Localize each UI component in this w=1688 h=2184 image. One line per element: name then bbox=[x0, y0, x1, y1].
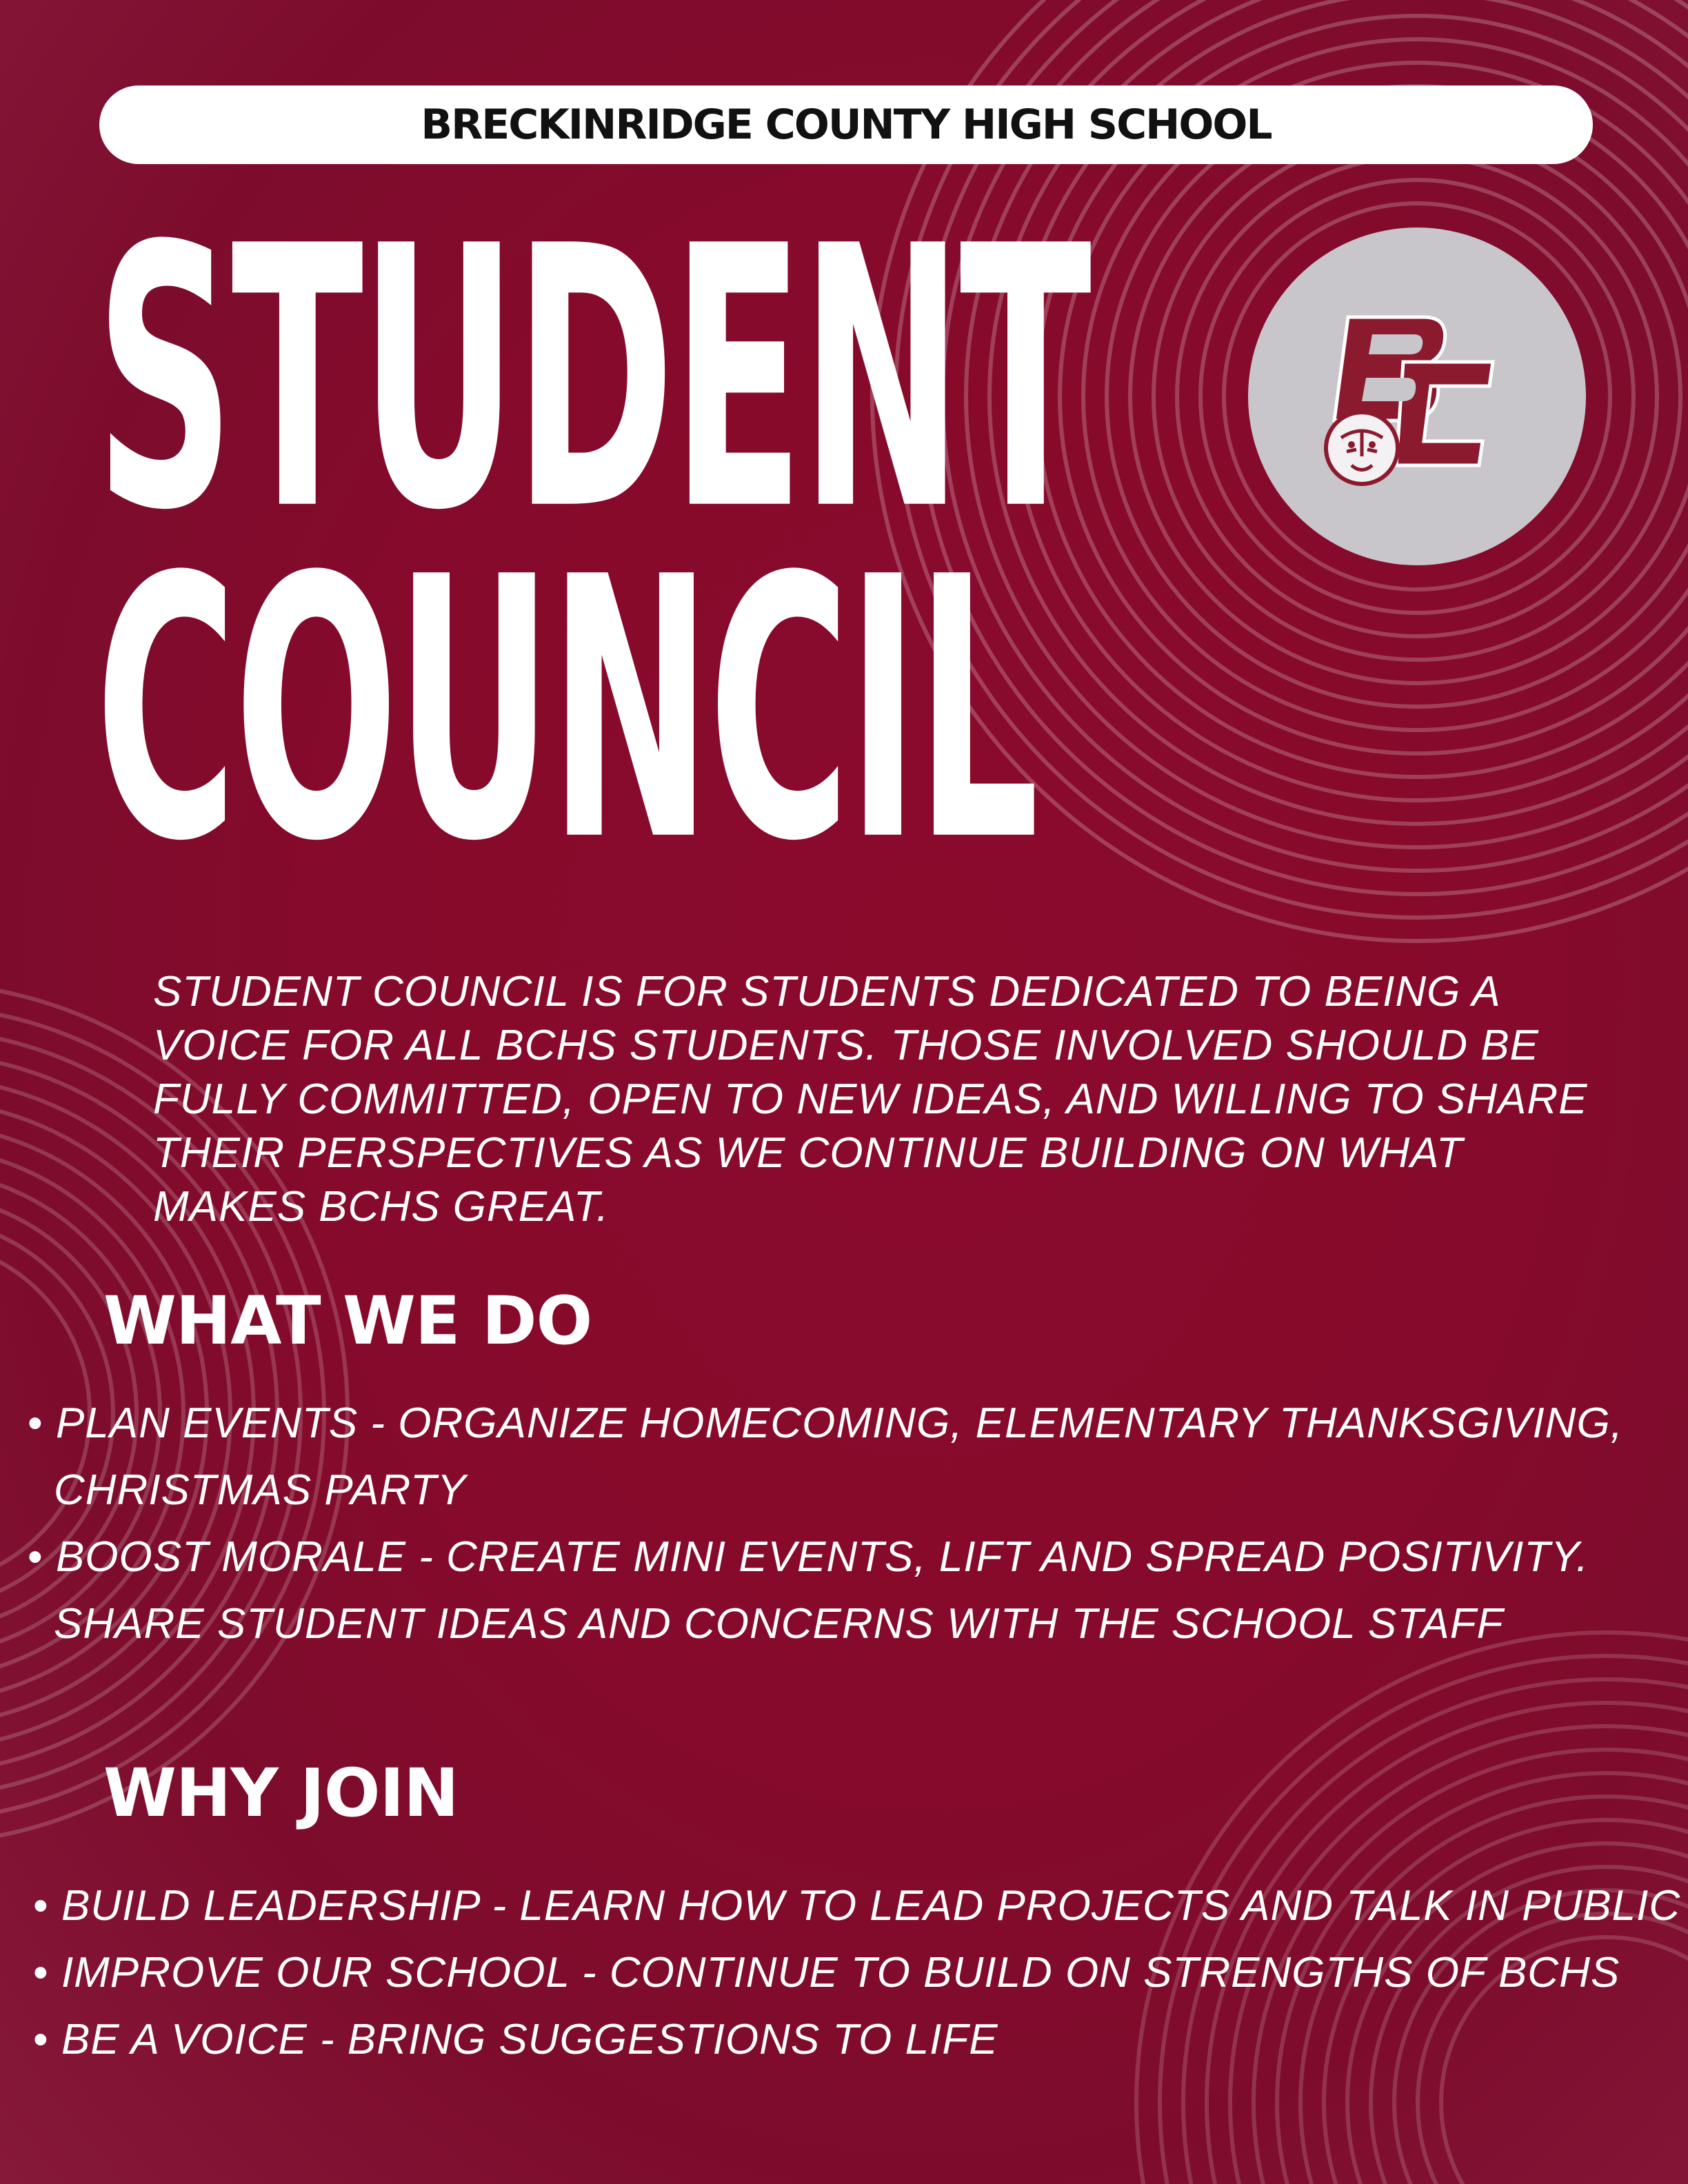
what-we-do-heading: WHAT WE DO bbox=[103, 1282, 592, 1359]
list-item: • PLAN EVENTS - ORGANIZE HOMECOMING, ELEMENTARY THANKSGIVING, CHRISTMAS PARTY bbox=[28, 1390, 1682, 1524]
list-item: • BUILD LEADERSHIP - LEARN HOW TO LEAD PROJECTS AND TALK IN PUBLIC bbox=[33, 1872, 1688, 1939]
school-name-banner bbox=[99, 85, 1593, 164]
intro-paragraph: STUDENT COUNCIL IS FOR STUDENTS DEDICATED TO BEING A VOICE FOR ALL BCHS STUDENTS. THOSE INVOLVED SHOULD BE FULLY COMMITTED, OPEN TO NEW IDEAS, AND WILLING TO SHARE THEIR PERSPECTIVES AS WE CONTINUE BUILDING ON WHAT MAKES BCHS GREAT. bbox=[153, 968, 1588, 1231]
what-we-do-list bbox=[28, 1390, 1682, 1657]
list-item: • BOOST MORALE - CREATE MINI EVENTS, LIFT AND SPREAD POSITIVITY. SHARE STUDENT IDEAS AND CONCERNS WITH THE SCHOOL STAFF bbox=[28, 1524, 1682, 1657]
title-council: COUNCIL bbox=[95, 501, 1036, 920]
title-student: STUDENT bbox=[95, 170, 1089, 589]
list-item: • BE A VOICE - BRING SUGGESTIONS TO LIFE bbox=[33, 2006, 1688, 2073]
bc-tiger-logo-icon bbox=[1320, 296, 1514, 489]
why-join-heading: WHY JOIN bbox=[103, 1755, 459, 1832]
why-join-list bbox=[33, 1872, 1688, 2073]
list-item: • IMPROVE OUR SCHOOL - CONTINUE TO BUILD ON STRENGTHS OF BCHS bbox=[33, 1939, 1688, 2006]
school-name: BRECKINRIDGE COUNTY HIGH SCHOOL bbox=[421, 101, 1272, 149]
